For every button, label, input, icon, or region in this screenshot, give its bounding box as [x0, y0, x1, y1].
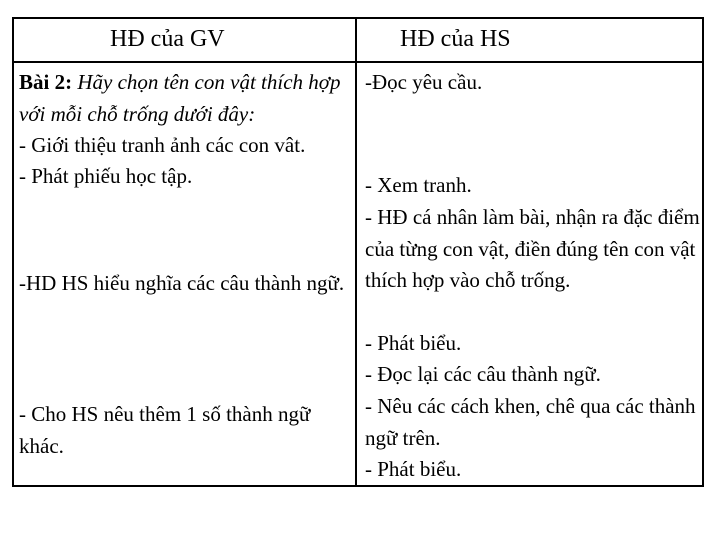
teacher-activity-header: HĐ của GV	[110, 26, 225, 52]
more-idioms-text: - Cho HS nêu thêm 1 số thành ngữ khác.	[19, 402, 311, 458]
individual-work-text: - HĐ cá nhân làm bài, nhận ra đặc điểm của từng con vật, điền đúng tên con vật thích hợp vào chỗ trống.	[365, 205, 700, 292]
present-text-2: - Phát biểu.	[365, 457, 462, 481]
hand-out-text: - Phát phiếu học tập.	[19, 164, 193, 188]
task-instruction	[19, 67, 351, 130]
explain-idioms-step	[19, 268, 351, 300]
more-idioms-step	[19, 399, 351, 462]
praise-criticize-text: - Nêu các cách khen, chê qua các thành ngữ trên.	[365, 394, 696, 450]
intro-images-step	[19, 130, 351, 162]
header-divider	[14, 61, 702, 63]
individual-work-step	[365, 202, 701, 297]
reread-idioms-step	[365, 359, 701, 391]
read-requirement-text: -Đọc yêu cầu.	[365, 70, 483, 94]
praise-criticize-step	[365, 391, 701, 454]
activity-table	[12, 17, 704, 487]
view-pictures-text: - Xem tranh.	[365, 173, 472, 197]
task-title: Hãy chọn tên con vật thích hợp với mỗi chỗ trống dưới đây:	[19, 70, 341, 126]
column-divider	[355, 19, 357, 485]
read-requirement-step	[365, 67, 701, 99]
present-step-2	[365, 454, 701, 486]
student-activity-header: HĐ của HS	[400, 26, 511, 52]
view-pictures-step	[365, 170, 701, 202]
hand-out-step	[19, 161, 351, 193]
task-label: Bài 2:	[19, 70, 73, 94]
present-step-1	[365, 328, 701, 360]
intro-images-text: - Giới thiệu tranh ảnh các con vât.	[19, 133, 306, 157]
reread-idioms-text: - Đọc lại các câu thành ngữ.	[365, 362, 601, 386]
present-text-1: - Phát biểu.	[365, 331, 462, 355]
explain-idioms-text: -HD HS hiểu nghĩa các câu thành ngữ.	[19, 271, 345, 295]
